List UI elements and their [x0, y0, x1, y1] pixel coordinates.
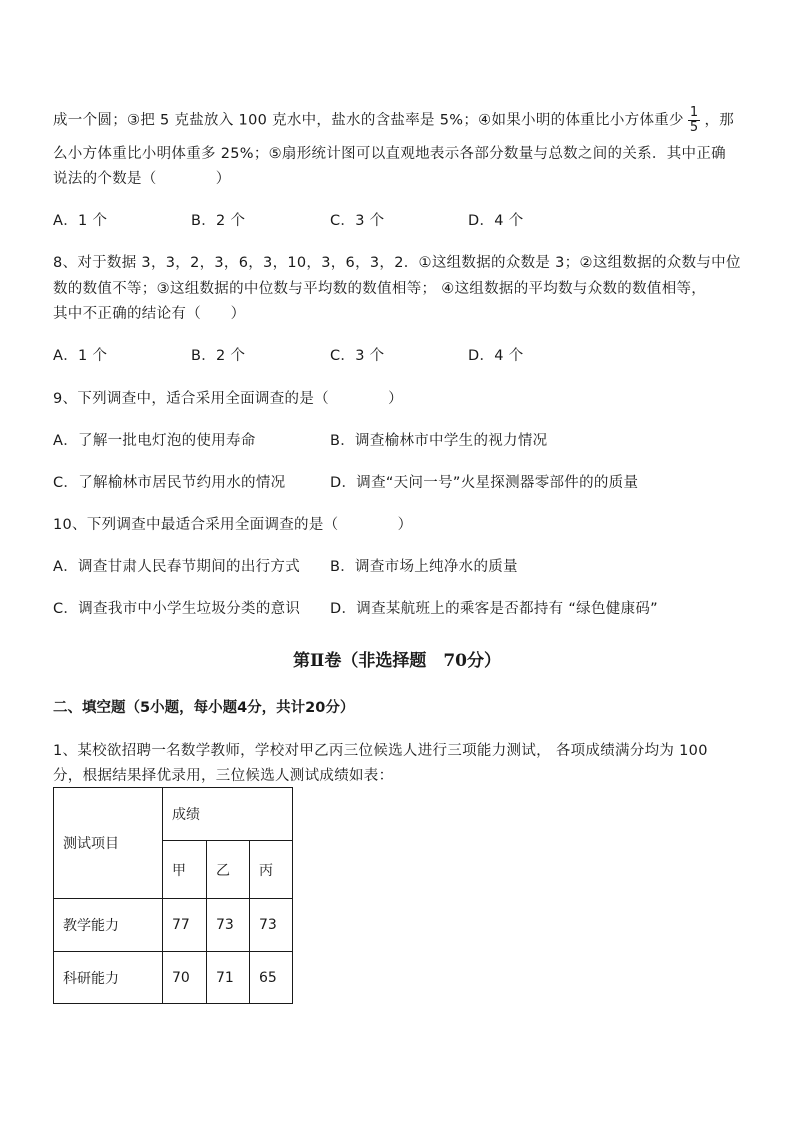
table-row: [54, 952, 293, 1004]
scores-table: [53, 787, 293, 1004]
q10-option-d: D．调查某航班上的乘客是否都持有 “绿色健康码”: [330, 601, 658, 617]
q9-option-b: B．调查榆林市中学生的视力情况: [330, 433, 548, 449]
table-row: [54, 899, 293, 952]
q7-option-c: C．3 个: [330, 213, 385, 229]
row-header-cell: 测试项目: [54, 788, 163, 899]
q9-option-d: D．调查“天问一号”火星探测器零部件的的质量: [330, 475, 639, 491]
fraction-numerator: 1: [689, 105, 699, 120]
q9-option-c: C．了解榆林市居民节约用水的情况: [53, 475, 286, 491]
fill-in-section-heading: 二、填空题（5小题，每小题4分，共计20分）: [53, 700, 355, 716]
q8-option-a: A．1 个: [53, 348, 108, 364]
q8-option-c: C．3 个: [330, 348, 385, 364]
candidate-header-yi: 乙: [207, 841, 250, 899]
q10-option-b: B．调查市场上纯净水的质量: [330, 559, 518, 575]
score-cell: 70: [163, 952, 207, 1004]
q10-stem: 10、下列调查中最适合采用全面调查的是（ ）: [53, 517, 413, 533]
q7-option-b: B．2 个: [191, 213, 246, 229]
q7-line-2: 么小方体重比小明体重多 25%；⑤扇形统计图可以直观地表示各部分数量与总数之间的关系．其中正确: [53, 146, 726, 162]
q10-option-c: C．调查我市中小学生垃圾分类的意识: [53, 601, 301, 617]
candidate-header-bing: 丙: [250, 841, 293, 899]
row-label-teaching: 教学能力: [54, 899, 163, 952]
q8-option-b: B．2 个: [191, 348, 246, 364]
q8-line-2: 数的数值不等；③这组数据的中位数与平均数的数值相等； ④这组数据的平均数与众数的数值相等，: [53, 281, 707, 297]
fill1-line-2: 分，根据结果择优录用，三位候选人测试成绩如表：: [53, 768, 394, 784]
score-cell: 73: [250, 899, 293, 952]
fraction-denominator: 5: [689, 120, 699, 135]
q7-line-1-text: 成一个圆；③把 5 克盐放入 100 克水中，盐水的含盐率是 5%；④如果小明的体重比小方体重少: [53, 112, 684, 129]
score-cell: 65: [250, 952, 293, 1004]
q8-option-d: D．4 个: [468, 348, 524, 364]
row-label-research: 科研能力: [54, 952, 163, 1004]
q8-line-1: 8、对于数据 3，3，2，3，6，3，10，3，6，3，2．①这组数据的众数是 3；②这组数据的众数与中位: [53, 255, 741, 271]
section-2-title: 第Ⅱ卷（非选择题 70分）: [293, 651, 501, 671]
q7-line-1: [53, 106, 734, 135]
score-cell: 71: [207, 952, 250, 1004]
table-header-row: [54, 788, 293, 841]
group-header-cell: 成绩: [163, 788, 293, 841]
score-cell: 77: [163, 899, 207, 952]
q7-line-1-tail: ，那: [704, 112, 735, 129]
q9-stem: 9、下列调查中，适合采用全面调查的是（ ）: [53, 391, 403, 407]
q8-line-3: 其中不正确的结论有（ ）: [53, 306, 246, 322]
q7-line-3: 说法的个数是（ ）: [53, 171, 231, 187]
q9-option-a: A．了解一批电灯泡的使用寿命: [53, 433, 256, 449]
score-cell: 73: [207, 899, 250, 952]
q7-option-d: D．4 个: [468, 213, 524, 229]
candidate-header-jia: 甲: [163, 841, 207, 899]
fill1-line-1: 1、某校欲招聘一名数学教师，学校对甲乙丙三位候选人进行三项能力测试， 各项成绩满分均为 100: [53, 743, 708, 759]
q10-option-a: A．调查甘肃人民春节期间的出行方式: [53, 559, 301, 575]
q7-option-a: A．1 个: [53, 213, 108, 229]
fraction-one-fifth: [688, 106, 701, 135]
